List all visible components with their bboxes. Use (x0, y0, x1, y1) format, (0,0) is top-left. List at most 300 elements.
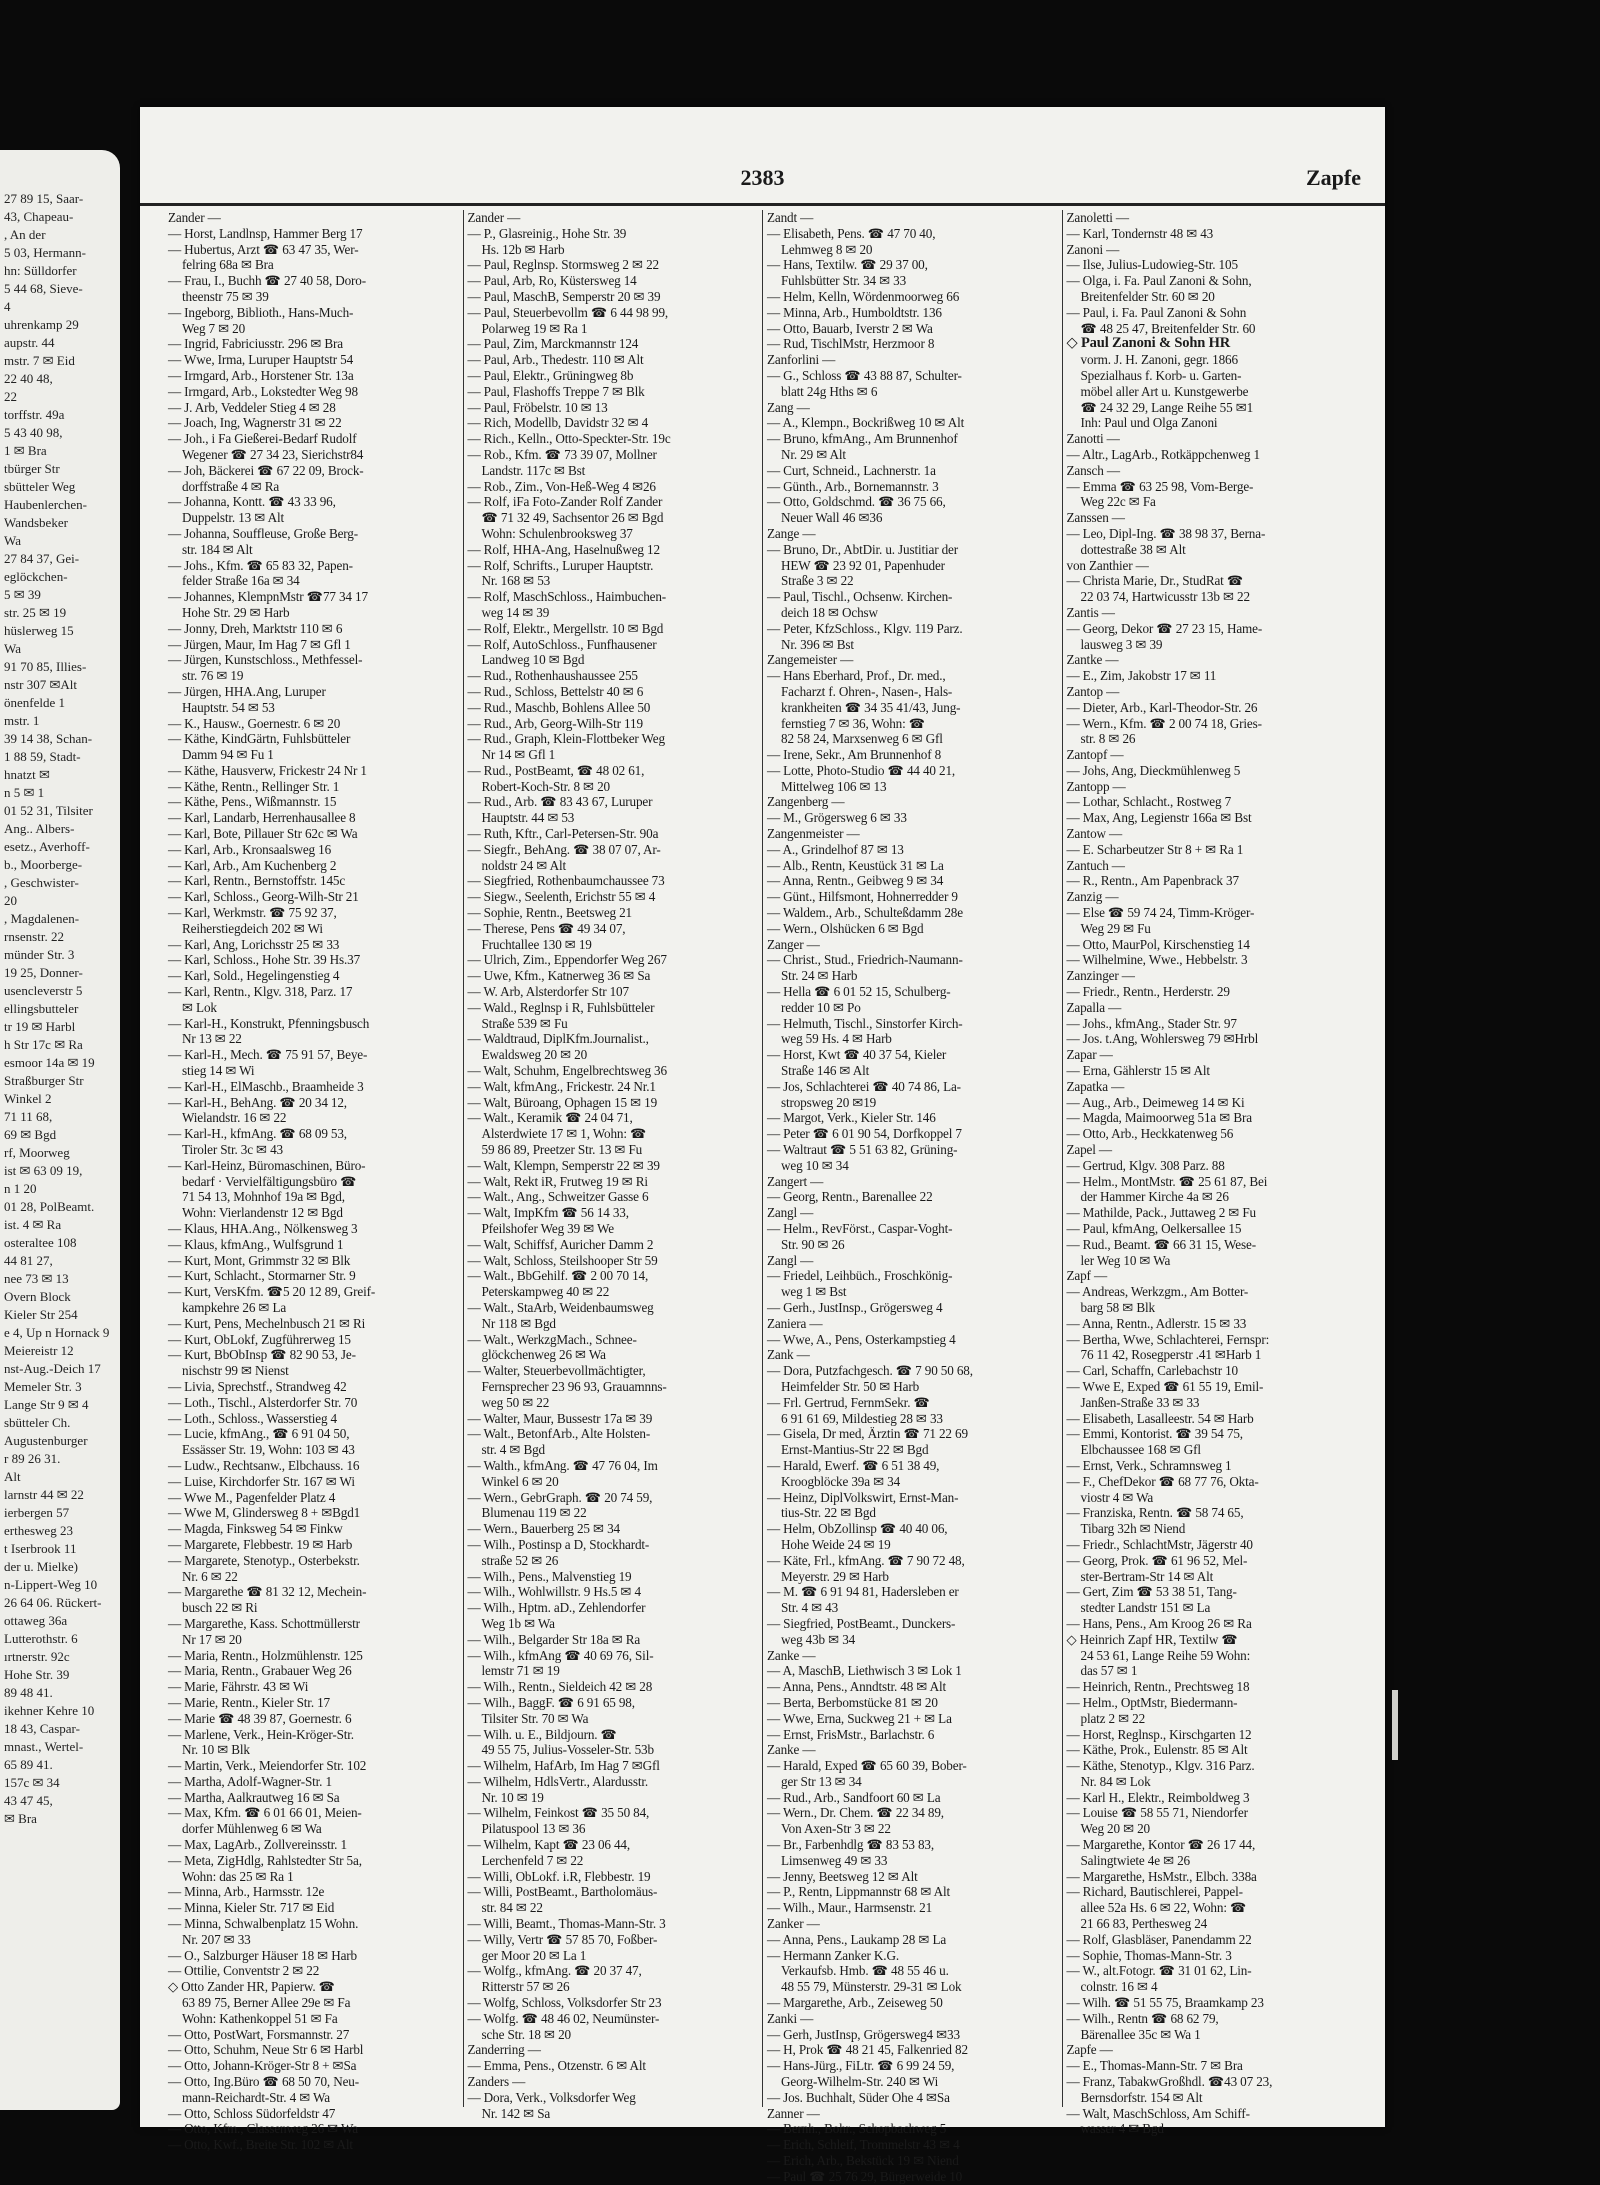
directory-entry: — Jos. Buchhalt, Süder Ohe 4 ✉Sa (767, 2089, 950, 2105)
directory-entry: krankheiten ☎ 34 35 41/43, Jung- (781, 699, 961, 715)
surname-heading: Zansch — (1066, 462, 1120, 478)
directory-entry: — Emmi, Kontorist. ☎ 39 54 75, (1066, 1426, 1243, 1442)
directory-entry: Wielandstr. 16 ✉ 22 (182, 1110, 287, 1126)
directory-entry: — Gerh., JustInsp., Grögersweg 4 (767, 1299, 943, 1315)
directory-entry: Damm 94 ✉ Fu 1 (182, 747, 274, 763)
directory-entry: Salingtwiete 4e ✉ 26 (1080, 1852, 1190, 1868)
directory-entry: — Gerh, JustInsp, Grögersweg4 ✉33 (767, 2026, 960, 2042)
directory-entry: ☎ 48 25 47, Breitenfelder Str. 60 (1080, 320, 1256, 336)
directory-entry: — Emma ☎ 63 25 98, Vom-Berge- (1066, 478, 1254, 494)
directory-entry: — Richard, Bautischlerei, Pappel- (1066, 1884, 1243, 1900)
surname-heading: Zapalla — (1066, 999, 1122, 1015)
directory-entry: — Rolf, iFa Foto-Zander Rolf Zander (467, 494, 663, 510)
directory-entry: weg 50 ✉ 22 (481, 1394, 550, 1410)
previous-page-line: münder Str. 3 (4, 947, 75, 962)
directory-entry: — W. Arb, Alsterdorfer Str 107 (467, 984, 629, 1000)
previous-page-line: Wa (4, 533, 21, 548)
previous-page-line: önenfelde 1 (4, 695, 66, 710)
directory-entry: — Waldtraud, DiplKfm.Journalist., (467, 1031, 649, 1047)
surname-heading: Zapf — (1066, 1268, 1107, 1284)
previous-page-line: esetz., Averhoff- (4, 839, 90, 854)
directory-entry: — Jos, Schlachterei ☎ 40 74 86, La- (767, 1078, 961, 1094)
directory-entry: Wohn: das 25 ✉ Ra 1 (182, 1868, 294, 1884)
previous-page-line: ellingsbutteler (4, 1001, 79, 1016)
previous-page-line: 44 81 27, (4, 1253, 53, 1268)
directory-entry: str. 4 ✉ Bgd (481, 1442, 545, 1458)
directory-entry: — Jenny, Beetsweg 12 ✉ Alt (767, 1868, 918, 1884)
surname-heading: Zanzig — (1066, 889, 1119, 905)
directory-entry: — Max, Ang, Legienstr 166a ✉ Bst (1066, 810, 1252, 826)
directory-entry: — Rud., Graph, Klein-Flottbeker Weg (467, 731, 665, 747)
surname-heading: Zanke — (767, 1647, 816, 1663)
surname-heading: Zantis — (1066, 604, 1115, 620)
directory-entry: Bärenallee 35c ✉ Wa 1 (1080, 2026, 1201, 2042)
directory-entry: 24 53 61, Lange Reihe 59 Wohn: (1080, 1647, 1251, 1663)
directory-entry: fernstieg 7 ✉ 36, Wohn: ☎ (781, 715, 926, 731)
directory-entry: — Wilh., Rentn ☎ 68 62 79, (1066, 2010, 1219, 2026)
surname-heading: Zanders — (467, 2074, 526, 2090)
directory-entry: — Altr., LagArb., Rotkäppchenweg 1 (1066, 446, 1260, 462)
directory-columns (164, 210, 1361, 2184)
page-header (164, 165, 1361, 201)
directory-entry: — Lothar, Schlacht., Rostweg 7 (1066, 794, 1232, 810)
directory-entry: — Helm, ObZollinsp ☎ 40 40 06, (767, 1521, 948, 1537)
directory-entry: Pilatuspool 13 ✉ 36 (481, 1821, 586, 1837)
directory-entry: — Rolf, Elektr., Mergellstr. 10 ✉ Bgd (467, 620, 664, 636)
directory-entry: — Anna, Rentn., Adlerstr. 15 ✉ 33 (1066, 1315, 1247, 1331)
directory-entry: möbel aller Art u. Kunstgewerbe (1080, 383, 1249, 399)
directory-entry: — Karl, Bote, Pillauer Str 62c ✉ Wa (168, 826, 358, 842)
directory-entry: — Rud., Arb., Sandfoort 60 ✉ La (767, 1789, 941, 1805)
directory-entry: — Marie ☎ 48 39 87, Goernestr. 6 (168, 1710, 352, 1726)
directory-entry: — Else ☎ 59 74 24, Timm-Kröger- (1066, 905, 1255, 921)
directory-entry: — Wolfg. ☎ 48 46 02, Neumünster- (467, 2010, 660, 2026)
directory-entry: — Rich, Modellb, Davidstr 32 ✉ 4 (467, 415, 649, 431)
directory-entry: — Kurt, Pens, Mechelnbusch 21 ✉ Ri (168, 1315, 366, 1331)
directory-entry: Alsterdwiete 17 ✉ 1, Wohn: ☎ (481, 1126, 647, 1142)
directory-entry: — Waltraut ☎ 5 51 63 82, Grüning- (767, 1142, 958, 1158)
directory-entry: — Karl, Rentn., Klgv. 318, Parz. 17 (168, 984, 353, 1000)
previous-page-line: b., Moorberge- (4, 857, 83, 872)
directory-entry: blatt 24g Hths ✉ 6 (781, 383, 878, 399)
surname-heading: Zangenmeister — (767, 826, 860, 842)
directory-entry: — Walt, ImpKfm ☎ 56 14 33, (467, 1205, 629, 1221)
directory-entry: Facharzt f. Ohren-, Nasen-, Hals- (781, 683, 953, 699)
directory-entry: — E. Scharbeutzer Str 8 + ✉ Ra 1 (1066, 841, 1244, 857)
directory-entry: — Helm., MontMstr. ☎ 25 61 87, Bei (1066, 1173, 1268, 1189)
directory-entry: — Rolf, HHA-Ang, Haselnußweg 12 (467, 541, 660, 557)
directory-entry: — Minna, Arb., Humboldtstr. 136 (767, 304, 942, 320)
directory-entry: — Irmgard, Arb., Horstener Str. 13a (168, 367, 354, 383)
directory-entry: — Kurt, Mont, Grimmstr 32 ✉ Blk (168, 1252, 351, 1268)
previous-page-line: eglöckchen- (4, 569, 68, 584)
directory-entry: dottestraße 38 ✉ Alt (1080, 541, 1186, 557)
directory-entry: — Bernh., Bohr., Schopbachweg 5 (767, 2121, 947, 2137)
directory-entry: — Paul, Elektr., Grüningweg 8b (467, 367, 634, 383)
previous-page-line: rnsenstr. 22 (4, 929, 64, 944)
directory-entry: ger Moor 20 ✉ La 1 (481, 1947, 587, 1963)
surname-heading: von Zanthier — (1066, 557, 1149, 573)
directory-entry: — Dieter, Arb., Karl-Theodor-Str. 26 (1066, 699, 1258, 715)
directory-entry: — Franz, TabakwGroßhdl. ☎43 07 23, (1066, 2074, 1273, 2090)
directory-entry: Straße 3 ✉ 22 (781, 573, 854, 589)
previous-page-line: Alt (4, 1469, 21, 1484)
directory-entry: — Klaus, kfmAng., Wulfsgrund 1 (168, 1236, 344, 1252)
directory-entry: — Mathilde, Pack., Juttaweg 2 ✉ Fu (1066, 1205, 1256, 1221)
directory-entry: — Johs., Kfm. ☎ 65 83 32, Papen- (168, 557, 353, 573)
directory-entry: Weg 7 ✉ 20 (182, 320, 246, 336)
directory-entry: — Walt., WerkzgMach., Schnee- (467, 1331, 637, 1347)
directory-entry: — Marie, Rentn., Kieler Str. 17 (168, 1694, 330, 1710)
directory-entry: — Minna, Kieler Str. 717 ✉ Eid (168, 1900, 335, 1916)
directory-entry: 48 55 79, Münsterstr. 29-31 ✉ Lok (781, 1979, 962, 1995)
directory-entry: Neuer Wall 46 ✉36 (781, 510, 883, 526)
directory-entry: — Erich, Arb., Bekstück 19 ✉ Niend (767, 2153, 959, 2169)
directory-entry: — Gert, Zim ☎ 53 38 51, Tang- (1066, 1584, 1237, 1600)
directory-entry: — Franziska, Rentn. ☎ 58 74 65, (1066, 1505, 1244, 1521)
directory-entry: Blumenau 119 ✉ 22 (481, 1505, 587, 1521)
directory-entry: weg 14 ✉ 39 (481, 604, 550, 620)
directory-entry: der Hammer Kirche 4a ✉ 26 (1080, 1189, 1229, 1205)
directory-entry: lausweg 3 ✉ 39 (1080, 636, 1163, 652)
directory-entry: Weg 1b ✉ Wa (481, 1615, 555, 1631)
previous-page-line: 91 70 85, Illies- (4, 659, 87, 674)
directory-entry: — Wern., Kfm. ☎ 2 00 74 18, Gries- (1066, 715, 1262, 731)
surname-heading: Zangl — (767, 1252, 814, 1268)
directory-entry: Tibarg 32h ✉ Niend (1080, 1521, 1186, 1537)
directory-entry: Hohe Weide 24 ✉ 19 (781, 1536, 891, 1552)
directory-entry: — Heinrich, Rentn., Prechtsweg 18 (1066, 1679, 1250, 1695)
directory-entry: — Anna, Pens., Anndtstr. 48 ✉ Alt (767, 1679, 947, 1695)
directory-entry: — Rich., Kelln., Otto-Speckter-Str. 19c (467, 431, 671, 447)
directory-entry: — O., Salzburger Häuser 18 ✉ Harb (168, 1947, 357, 1963)
previous-page-line: ottaweg 36a (4, 1613, 68, 1628)
previous-page-line: 01 28, PolBeamt. (4, 1199, 95, 1214)
previous-page-line: Wandsbeker (4, 515, 68, 530)
directory-entry: — Friedr., Rentn., Herderstr. 29 (1066, 984, 1230, 1000)
directory-entry: Hauptstr. 54 ✉ 53 (182, 699, 275, 715)
directory-entry: — Aug., Arb., Deimeweg 14 ✉ Ki (1066, 1094, 1245, 1110)
directory-entry: — Ulrich, Zim., Eppendorfer Weg 267 (467, 952, 667, 968)
directory-entry: theenstr 75 ✉ 39 (182, 288, 269, 304)
directory-entry: — Lucie, kfmAng., ☎ 6 91 04 50, (168, 1426, 350, 1442)
directory-entry: — Martin, Verk., Meiendorfer Str. 102 (168, 1758, 367, 1774)
directory-entry: Pfeilshofer Weg 39 ✉ We (481, 1221, 614, 1236)
directory-entry: — Walt, Schuhm, Engelbrechtsweg 36 (467, 1063, 667, 1079)
previous-page-line: mstr. 7 ✉ Eid (4, 353, 75, 368)
surname-heading: Zaniera — (767, 1315, 823, 1331)
directory-entry: — Kurt, BbObInsp ☎ 82 90 53, Je- (168, 1347, 356, 1363)
directory-entry: — J. Arb, Veddeler Stieg 4 ✉ 28 (168, 399, 336, 415)
directory-entry: 71 54 13, Mohnhof 19a ✉ Bgd, (182, 1189, 345, 1205)
directory-entry: — P., Glasreinig., Hohe Str. 39 (467, 225, 627, 241)
directory-entry: — Helm., RevFörst., Caspar-Voght- (767, 1221, 953, 1236)
directory-entry: — Max, LagArb., Zollvereinsstr. 1 (168, 1837, 347, 1853)
surname-heading: Zank — (767, 1347, 810, 1363)
directory-entry: — Walter, Maur, Bussestr 17a ✉ 39 (467, 1410, 653, 1426)
directory-entry: — Otto, Johann-Kröger-Str 8 + ✉Sa (168, 2058, 357, 2074)
directory-entry: — Käthe, Hausverw, Frickestr 24 Nr 1 (168, 762, 367, 778)
surname-heading: Zanderring — (467, 2042, 541, 2058)
directory-entry: — Sophie, Rentn., Beetsweg 21 (467, 905, 633, 921)
directory-entry: — Walt, Büroang, Ophagen 15 ✉ 19 (467, 1094, 658, 1110)
directory-entry: — P., Rentn, Lippmannstr 68 ✉ Alt (767, 1884, 951, 1900)
directory-entry: — Rud., Arb, Georg-Wilh-Str 119 (467, 715, 643, 731)
previous-page-line: ist. 4 ✉ Ra (4, 1217, 62, 1232)
directory-entry: — Maria, Rentn., Holzmühlenstr. 125 (168, 1647, 363, 1663)
directory-entry: — Günth., Arb., Bornemannstr. 3 (767, 478, 939, 494)
surname-heading: Zantuch — (1066, 857, 1125, 873)
directory-entry: — Wwe, A., Pens, Osterkampstieg 4 (767, 1331, 956, 1347)
directory-entry: — Karl, Arb., Kronsaalsweg 16 (168, 841, 332, 857)
previous-page-line: Kieler Str 254 (4, 1307, 78, 1322)
directory-entry: ◇ Paul Zanoni & Sohn HR (1066, 335, 1231, 352)
directory-entry: — Paul, Zim, Marckmannstr 124 (467, 336, 639, 352)
directory-entry: stieg 14 ✉ Wi (182, 1063, 255, 1079)
directory-entry: — Karl, Ang, Lorichsstr 25 ✉ 33 (168, 936, 340, 952)
directory-entry: straße 52 ✉ 26 (481, 1552, 559, 1568)
directory-entry: 6 91 61 69, Mildestieg 28 ✉ 33 (781, 1410, 943, 1426)
directory-entry: — Jos. t.Ang, Wohlersweg 79 ✉Hrbl (1066, 1031, 1259, 1047)
directory-entry: — Joh, Bäckerei ☎ 67 22 09, Brock- (168, 462, 364, 478)
directory-entry: — Paul, i. Fa. Paul Zanoni & Sohn (1066, 304, 1247, 320)
directory-entry: — Otto, Schloss Südorfeldstr 47 (168, 2105, 336, 2121)
directory-entry: — Otto, Ing.Büro ☎ 68 50 70, Neu- (168, 2074, 359, 2090)
directory-entry: — Otto, Goldschmd. ☎ 36 75 66, (767, 494, 946, 510)
previous-page-line: hn: Sülldorfer (4, 263, 77, 278)
directory-entry: str. 76 ✉ 19 (182, 668, 244, 684)
directory-entry: — Ilse, Julius-Ludowieg-Str. 105 (1066, 257, 1238, 273)
directory-entry: Nr. 10 ✉ Blk (182, 1742, 250, 1758)
directory-entry: — Rud., PostBeamt, ☎ 48 02 61, (467, 762, 645, 778)
directory-entry: — Karl, Schloss., Hohe Str. 39 Hs.37 (168, 952, 361, 968)
directory-entry: — Bertha, Wwe, Schlachterei, Fernspr: (1066, 1331, 1270, 1347)
surname-heading: Zanforlini — (767, 352, 836, 368)
previous-page-line: rf, Moorweg (4, 1145, 70, 1160)
surname-heading: Zanzinger — (1066, 968, 1135, 984)
directory-entry: Nr. 207 ✉ 33 (182, 1931, 251, 1947)
surname-heading: Zangert — (767, 1173, 824, 1189)
previous-page-line: Augustenburger (4, 1433, 88, 1448)
directory-entry: — Hermann Zanker K.G. (767, 1947, 899, 1963)
directory-entry: — Ernst, Verk., Schramnsweg 1 (1066, 1457, 1232, 1473)
surname-heading: Zantow — (1066, 826, 1123, 842)
directory-entry: — Rolf, AutoSchloss., Funfhausener (467, 636, 657, 652)
directory-entry: Duppelstr. 13 ✉ Alt (182, 510, 284, 526)
directory-entry: — Walt, Klempn, Semperstr 22 ✉ 39 (467, 1157, 660, 1173)
surname-heading: Zanker — (767, 1916, 820, 1932)
directory-entry: — Peter ☎ 6 01 90 54, Dorfkoppel 7 (767, 1126, 962, 1142)
directory-entry: — G., Schloss ☎ 43 88 87, Schulter- (767, 367, 962, 383)
directory-entry: — Karl-Heinz, Büromaschinen, Büro- (168, 1157, 366, 1173)
directory-entry: — Sophie, Thomas-Mann-Str. 3 (1066, 1947, 1232, 1963)
directory-entry: — Christ., Stud., Friedrich-Naumann- (767, 952, 963, 968)
surname-heading: Zanotti — (1066, 431, 1120, 447)
directory-entry: — Käte, Frl., kfmAng. ☎ 7 90 72 48, (767, 1552, 965, 1568)
directory-entry: Mittelweg 106 ✉ 13 (781, 778, 887, 794)
previous-page-line: 5 ✉ 39 (4, 587, 41, 602)
directory-entry: — Karl, Rentn., Bernstoffstr. 145c (168, 873, 346, 889)
previous-page-line: , Geschwister- (4, 875, 79, 890)
directory-entry: — Walt, MaschSchloss, Am Schiff- (1066, 2105, 1250, 2121)
directory-entry: nischstr 99 ✉ Nienst (182, 1363, 289, 1379)
directory-entry: — E., Thomas-Mann-Str. 7 ✉ Bra (1066, 2058, 1243, 2074)
directory-entry: — Helm., OptMstr, Biedermann- (1066, 1694, 1238, 1710)
previous-page-line: 27 89 15, Saar- (4, 191, 84, 206)
directory-entry: — Paul ☎ 25 76 29, Bürgerweide 10 (767, 2168, 963, 2184)
surname-heading: Zapatka — (1066, 1078, 1125, 1094)
directory-entry: Wohn: Vierlandenstr 12 ✉ Bgd (182, 1205, 343, 1221)
previous-page-line: nee 73 ✉ 13 (4, 1271, 69, 1286)
directory-entry: — Ottilie, Conventstr 2 ✉ 22 (168, 1963, 320, 1979)
directory-entry: — Käthe, Rentn., Rellinger Str. 1 (168, 778, 340, 794)
directory-entry: — Peter, KfzSchloss., Klgv. 119 Parz. (767, 620, 963, 636)
directory-entry: — Walt., StaArb, Weidenbaumsweg (467, 1299, 654, 1315)
directory-entry: — Joach, Ing, Wagnerstr 31 ✉ 22 (168, 415, 342, 431)
directory-entry: felder Straße 16a ✉ 34 (182, 573, 300, 589)
surname-heading: Zanssen — (1066, 510, 1125, 526)
directory-entry: — Walt., BbGehilf. ☎ 2 00 70 14, (467, 1268, 649, 1284)
directory-entry: — Käthe, Stenotyp., Klgv. 316 Parz. (1066, 1758, 1255, 1774)
previous-page-line: usencleverstr 5 (4, 983, 83, 998)
directory-entry: Ritterstr 57 ✉ 26 (481, 1979, 570, 1995)
previous-page-line: Memeler Str. 3 (4, 1379, 82, 1394)
directory-entry: — Emma, Pens., Otzenstr. 6 ✉ Alt (467, 2058, 646, 2074)
directory-entry: Limsenweg 49 ✉ 33 (781, 1852, 888, 1868)
directory-entry: — Otto, MaurPol, Kirschenstieg 14 (1066, 936, 1250, 952)
previous-page-line: t Iserbrook 11 (4, 1541, 77, 1556)
surname-heading: Zanki — (767, 2010, 814, 2026)
previous-page-line: 5 44 68, Sieve- (4, 281, 83, 296)
directory-entry: — Gisela, Dr med, Ärztin ☎ 71 22 69 (767, 1426, 968, 1442)
directory-entry: — Walter, Steuerbevollmächtigter, (467, 1363, 646, 1379)
directory-entry: — Willy, Vertr ☎ 57 85 70, Foßber- (467, 1931, 658, 1947)
directory-entry: — Wilh., BaggF. ☎ 6 91 65 98, (467, 1694, 635, 1710)
previous-page-line: 01 52 31, Tilsiter (4, 803, 93, 818)
directory-entry: — Margarethe, Arb., Zeiseweg 50 (767, 1995, 943, 2011)
directory-entry: — Anna, Pens., Laukamp 28 ✉ La (767, 1931, 947, 1947)
directory-entry: — Käthe, KindGärtn, Fuhlsbütteler (168, 731, 351, 747)
directory-entry: ger Str 13 ✉ 34 (781, 1773, 862, 1789)
directory-entry: — Max, Kfm. ☎ 6 01 66 01, Meien- (168, 1805, 362, 1821)
directory-entry: Wegener ☎ 27 34 23, Sierichstr84 (182, 446, 364, 462)
directory-entry: ◇ Heinrich Zapf HR, Textilw ☎ (1066, 1631, 1238, 1647)
previous-page-line: 22 (4, 389, 17, 404)
directory-entry: — Wilh. ☎ 51 55 75, Braamkamp 23 (1066, 1995, 1264, 2011)
directory-entry: — Wilh., Pens., Malvenstieg 19 (467, 1568, 632, 1584)
previous-page-line: n-Lippert-Weg 10 (4, 1577, 98, 1592)
directory-entry: Nr 13 ✉ 22 (182, 1031, 242, 1047)
directory-entry: HEW ☎ 23 92 01, Papenhuder (781, 557, 945, 573)
previous-page-line: 71 11 68, (4, 1109, 53, 1124)
directory-entry: — Lotte, Photo-Studio ☎ 44 40 21, (767, 762, 956, 778)
directory-entry: — Marlene, Verk., Hein-Kröger-Str. (168, 1726, 354, 1742)
directory-entry: — Wern., Dr. Chem. ☎ 22 34 89, (767, 1805, 944, 1821)
directory-entry: — Jürgen, Maur, Im Hag 7 ✉ Gfl 1 (168, 636, 351, 652)
directory-entry: Tilsiter Str. 70 ✉ Wa (481, 1710, 589, 1726)
directory-entry: Reiherstiegdeich 202 ✉ Wi (182, 920, 323, 936)
directory-entry: — Walt., Ang., Schweitzer Gasse 6 (467, 1189, 649, 1205)
directory-entry: — Willi, Beamt., Thomas-Mann-Str. 3 (467, 1916, 666, 1932)
directory-entry: kampkehre 26 ✉ La (182, 1299, 287, 1315)
directory-entry: Breitenfelder Str. 60 ✉ 20 (1080, 288, 1215, 304)
previous-page-line: esmoor 14a ✉ 19 (4, 1055, 95, 1070)
directory-page (140, 107, 1385, 2184)
directory-entry: — Margarete, Stenotyp., Osterbekstr. (168, 1552, 360, 1568)
previous-page-line: 39 14 38, Schan- (4, 731, 93, 746)
previous-page-line: 43, Chapeau- (4, 209, 74, 224)
directory-entry: — Horst, Reglnsp., Kirschgarten 12 (1066, 1726, 1252, 1742)
previous-page-line: n 5 ✉ 1 (4, 785, 45, 800)
previous-page-line: Lange Str 9 ✉ 4 (4, 1397, 89, 1412)
directory-entry: — Ingeborg, Biblioth., Hans-Much- (168, 304, 354, 320)
directory-entry: — Wwe E, Exped ☎ 61 55 19, Emil- (1066, 1378, 1264, 1394)
directory-entry: — Hans, Textilw. ☎ 29 37 00, (767, 257, 928, 273)
directory-entry: Nr. 10 ✉ 19 (481, 1789, 544, 1805)
directory-entry: Nr. 84 ✉ Lok (1080, 1773, 1151, 1789)
directory-entry: — Siegfr., BehAng. ☎ 38 07 07, Ar- (467, 841, 661, 857)
directory-entry: — Erna, Gählerstr 15 ✉ Alt (1066, 1063, 1210, 1079)
directory-entry: 59 86 89, Preetzer Str. 13 ✉ Fu (481, 1142, 643, 1158)
previous-page-line: Overn Block (4, 1289, 71, 1304)
directory-entry: — Paul, Fröbelstr. 10 ✉ 13 (467, 399, 608, 415)
directory-entry: Bernsdorfstr. 154 ✉ Alt (1080, 2089, 1203, 2105)
previous-page-line: 69 ✉ Bgd (4, 1127, 57, 1142)
surname-heading: Zange — (767, 525, 816, 541)
directory-entry: — Otto, Arb., Heckkatenweg 56 (1066, 1126, 1234, 1142)
directory-entry: — Karl, Sold., Hegelingenstieg 4 (168, 968, 340, 984)
previous-page-line: 4 (4, 299, 11, 314)
surname-heading: Zantke — (1066, 652, 1119, 668)
directory-entry: — Livia, Sprechstf., Strandweg 42 (168, 1378, 347, 1394)
previous-page-line: erthesweg 23 (4, 1523, 73, 1538)
surname-heading: Zapel — (1066, 1142, 1112, 1158)
directory-entry: Tiroler Str. 3c ✉ 43 (182, 1142, 283, 1158)
directory-entry: — A., Grindelhof 87 ✉ 13 (767, 841, 904, 857)
directory-entry: — Br., Farbenhdlg ☎ 83 53 83, (767, 1837, 935, 1853)
surname-heading: Zapar — (1066, 1047, 1113, 1063)
directory-entry: — Meta, ZigHdlg, Rahlstedter Str 5a, (168, 1852, 362, 1868)
directory-entry: — Martha, Aalkrautweg 16 ✉ Sa (168, 1789, 340, 1805)
directory-entry: — Erich, Schleif, Trommelstr 43 ✉ 4 (767, 2137, 960, 2153)
directory-entry: — Wwe, Irma, Luruper Hauptstr 54 (168, 352, 354, 368)
directory-entry: — Karl-H., BehAng. ☎ 20 34 12, (168, 1094, 347, 1110)
directory-entry: — Wern., Olshücken 6 ✉ Bgd (767, 920, 924, 936)
previous-page-text (0, 150, 120, 1828)
directory-entry: — Wilhelmine, Wwe., Hebbelstr. 3 (1066, 952, 1248, 968)
directory-entry: — Loth., Tischl., Alsterdorfer Str. 70 (168, 1394, 358, 1410)
directory-entry: — Magda, Finksweg 54 ✉ Finkw (168, 1521, 343, 1537)
directory-entry: Weg 22c ✉ Fa (1080, 494, 1156, 510)
directory-entry: — Wilh., Belgarder Str 18a ✉ Ra (467, 1631, 641, 1647)
previous-page-line: ırtnerstr. 92c (4, 1649, 70, 1664)
surname-heading: Zantop — (1066, 683, 1120, 699)
directory-entry: — Georg, Dekor ☎ 27 23 15, Hame- (1066, 620, 1263, 636)
directory-entry: — Georg, Rentn., Barenallee 22 (767, 1189, 933, 1205)
directory-entry: Fernsprecher 23 96 93, Grauamnns- (481, 1378, 667, 1394)
directory-entry: — Paul, Arb, Ro, Küstersweg 14 (467, 273, 637, 289)
directory-entry: — Rud., Rothenhaushaussee 255 (467, 668, 638, 684)
previous-page-line: 89 48 41. (4, 1685, 53, 1700)
directory-entry: — Rolf, MaschSchloss., Haimbuchen- (467, 589, 667, 605)
directory-entry: — Wilh., Wohlwillstr. 9 Hs.5 ✉ 4 (467, 1584, 641, 1600)
directory-entry: — Wilhelm, HdlsVertr., Alardusstr. (467, 1773, 649, 1789)
previous-page-line: uhrenkamp 29 (4, 317, 79, 332)
directory-entry: — Margarethe, Kass. Schottmüllerstr (168, 1615, 360, 1631)
directory-entry: — Walt, Rekt iR, Frutweg 19 ✉ Ri (467, 1173, 648, 1189)
directory-entry: — Johs., kfmAng., Stader Str. 97 (1066, 1015, 1237, 1031)
directory-entry: — Kurt, Schlacht., Stormarner Str. 9 (168, 1268, 356, 1284)
